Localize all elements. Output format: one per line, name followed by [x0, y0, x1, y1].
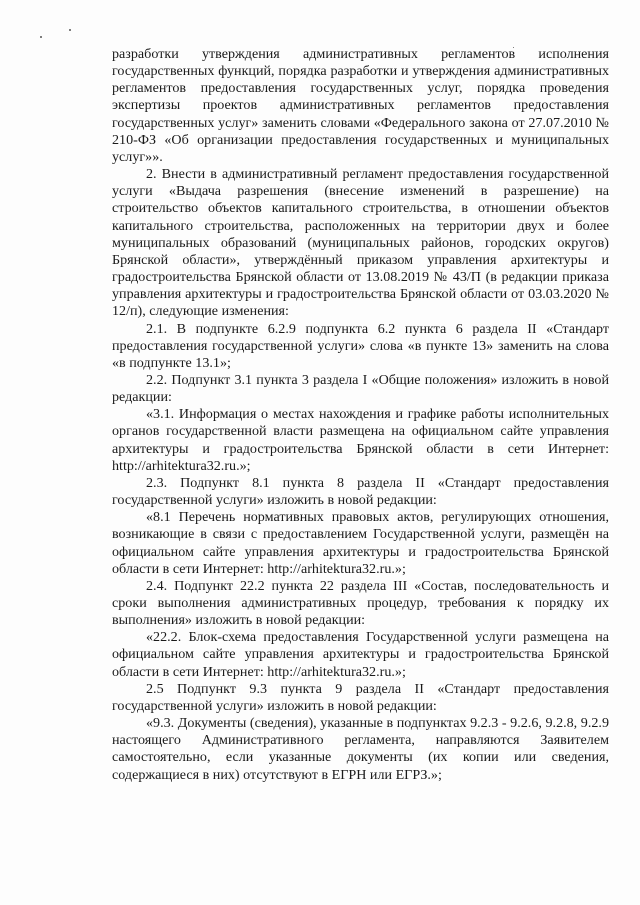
paragraph-quote-3-1: «3.1. Информация о местах нахождения и графике работы исполнительных органов государственной власти размещена на официальном сайте управления архитектуры и градостроительства Брянской области в сети Интернет: http://arhitektura32.ru.»;: [112, 406, 609, 474]
paragraph-item-2-5: 2.5 Подпункт 9.3 пункта 9 раздела II «Стандарт предоставления государственной услуги» изложить в новой редакции:: [112, 680, 609, 714]
document-body: [112, 46, 609, 784]
paragraph-item-2-4: 2.4. Подпункт 22.2 пункта 22 раздела III «Состав, последовательность и сроки выполнения административных процедур, требования к порядку их выполнения» изложить в новой редакции:: [112, 577, 609, 629]
paragraph-quote-22-2: «22.2. Блок-схема предоставления Государственной услуги размещена на официальном сайте управления архитектуры и градостроительства Брянской области в сети Интернет: http://arhitektura32.ru.»;: [112, 629, 609, 680]
scan-speck: [69, 29, 71, 31]
paragraph-continuation: разработки утверждения административных регламентов исполнения государственных функций, порядка разработки и утверждения административных регламентов предоставления государственных услуг, порядка проведения экспертизы проектов административных регламентов предоставления государственных услуг» заменить словами «Федерального закона от 27.07.2010 № 210-ФЗ «Об организации предоставления государственных и муниципальных услуг»».: [112, 46, 609, 165]
paragraph-item-2-1: 2.1. В подпункте 6.2.9 подпункта 6.2 пункта 6 раздела II «Стандарт предоставления государственной услуги» слова «в пункте 13» заменить на слова «в подпункте 13.1»;: [112, 320, 609, 371]
paragraph-item-2: 2. Внести в административный регламент предоставления государственной услуги «Выдача разрешения (внесение изменений в разрешение) на строительство объектов капитального строительства, в отношении объектов капитального строительства, расположенных на территории двух и более муниципальных образований (муниципальных районов, городских округов) Брянской области», утверждённый приказом управления архитектуры и градостроительства Брянской области от 13.08.2019 № 43/П (в редакции приказа управления архитектуры и градостроительства Брянской области от 03.03.2020 № 12/п), следующие изменения:: [112, 166, 609, 320]
scan-speck: [40, 36, 42, 38]
paragraph-item-2-2: 2.2. Подпункт 3.1 пункта 3 раздела I «Общие положения» изложить в новой редакции:: [112, 371, 609, 406]
paragraph-quote-9-3: «9.3. Документы (сведения), указанные в подпунктах 9.2.3 - 9.2.6, 9.2.8, 9.2.9 настоящего Административного регламента, направляются Заявителем самостоятельно, если указанные документы (их копии или сведения, содержащиеся в них) отсутствуют в ЕГРН или ЕГРЗ.»;: [112, 715, 609, 783]
paragraph-quote-8-1: «8.1 Перечень нормативных правовых актов, регулирующих отношения, возникающие в связи с предоставлением Государственной услуги, размещён на официальном сайте управления архитектуры и градостроительства Брянской области в сети Интернет: http://arhitektura32.ru.»;: [112, 509, 609, 577]
paragraph-item-2-3: 2.3. Подпункт 8.1 пункта 8 раздела II «Стандарт предоставления государственной услуги» изложить в новой редакции:: [112, 474, 609, 509]
